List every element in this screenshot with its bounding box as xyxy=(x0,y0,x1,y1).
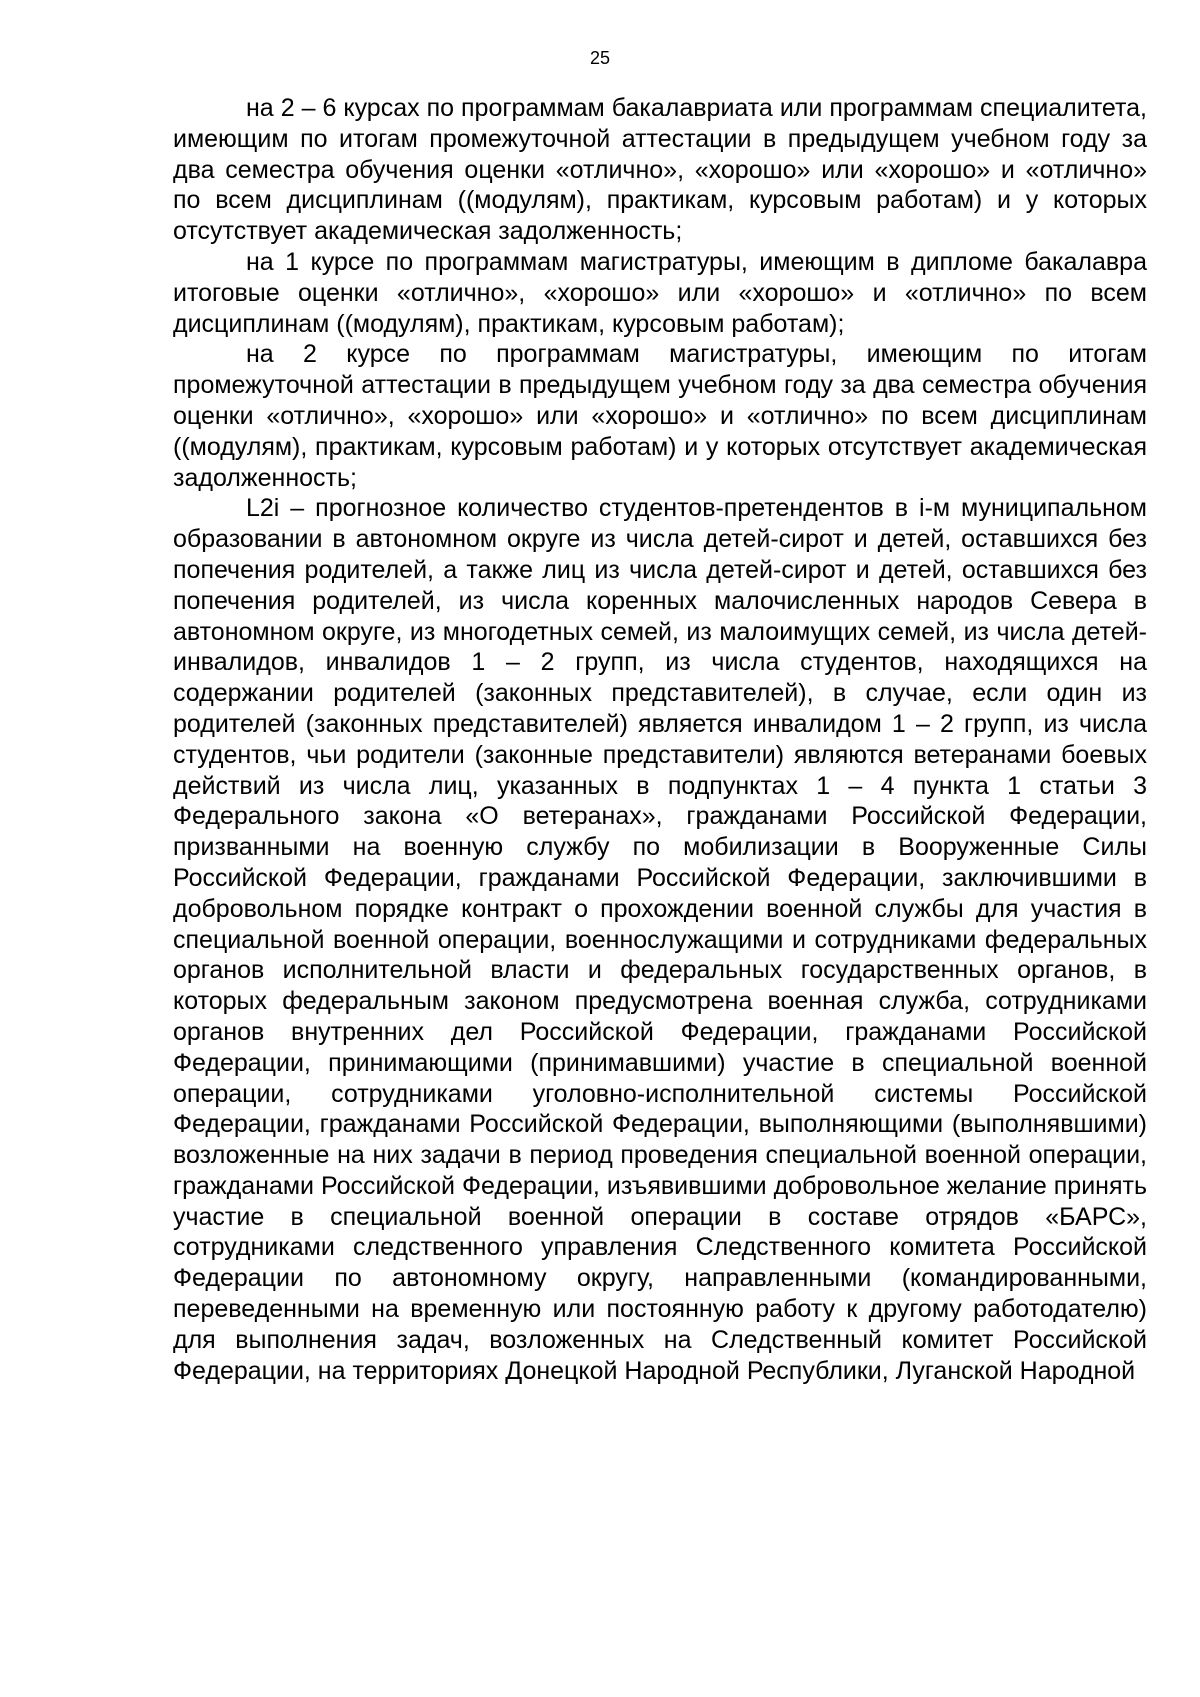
paragraph-master-1-course: на 1 курсе по программам магистратуры, имеющим в дипломе бакалавра итоговые оценки «отлично», «хорошо» или «хорошо» и «отлично» по всем дисциплинам ((модулям), практикам, курсовым работам); xyxy=(173,247,1147,338)
paragraph-master-2-course: на 2 курсе по программам магистратуры, имеющим по итогам промежуточной аттестации в предыдущем учебном году за два семестра обучения оценки «отлично», «хорошо» или «хорошо» и «отлично» по всем дисциплинам ((модулям), практикам, курсовым работам) и у которых отсутствует академическая задолженность; xyxy=(173,340,1147,492)
paragraph-l2i-definition: L2i – прогнозное количество студентов-претендентов в i-м муниципальном образовании в автономном округе из числа детей-сирот и детей, оставшихся без попечения родителей, а также лиц из числа детей-сирот и детей, оставшихся без попечения родителей, из числа коренных малочисленных народов Севера в автономном округе, из многодетных семей, из малоимущих семей, из числа детей-инвалидов, инвалидов 1 – 2 групп, из числа студентов, находящихся на содержании родителей (законных представителей), в случае, если один из родителей (законных представителей) является инвалидом 1 – 2 групп, из числа студентов, чьи родители (законные представители) являются ветеранами боевых действий из числа лиц, указанных в подпунктах 1 – 4 пункта 1 статьи 3 Федерального закона «О ветеранах», гражданами Российской Федерации, призванными на военную службу по мобилизации в Вооруженные Силы Российской Федерации, гражданами Российской Федерации, заключившими в добровольном порядке контракт о прохождении военной службы для участия в специальной военной операции, военнослужащими и сотрудниками федеральных органов исполнительной власти и федеральных государственных органов, в которых федеральным законом предусмотрена военная служба, сотрудниками органов внутренних дел Российской Федерации, гражданами Российской Федерации, принимающими (принимавшими) участие в специальной военной операции, сотрудниками уголовно-исполнительной системы Российской Федерации, гражданами Российской Федерации, выполняющими (выполнявшими) возложенные на них задачи в период проведения специальной военной операции, гражданами Российской Федерации, изъявившими добровольное желание принять участие в специальной военной операции в составе отрядов «БАРС», сотрудниками следственного управления Следственного комитета Российской Федерации по автономному округу, направленными (командированными, переведенными на временную или постоянную работу к другому работодателю) для выполнения задач, возложенных на Следственный комитет Российской Федерации, на территориях Донецкой Народной Республики, Луганской Народной xyxy=(173,494,1147,1385)
page-number: 25 xyxy=(589,48,611,68)
document-body xyxy=(173,93,1147,1386)
paragraph-bachelor-specialist-2-6-courses: на 2 – 6 курсах по программам бакалавриата или программам специалитета, имеющим по итогам промежуточной аттестации в предыдущем учебном году за два семестра обучения оценки «отлично», «хорошо» или «хорошо» и «отлично» по всем дисциплинам ((модулям), практикам, курсовым работам) и у которых отсутствует академическая задолженность; xyxy=(173,94,1147,246)
